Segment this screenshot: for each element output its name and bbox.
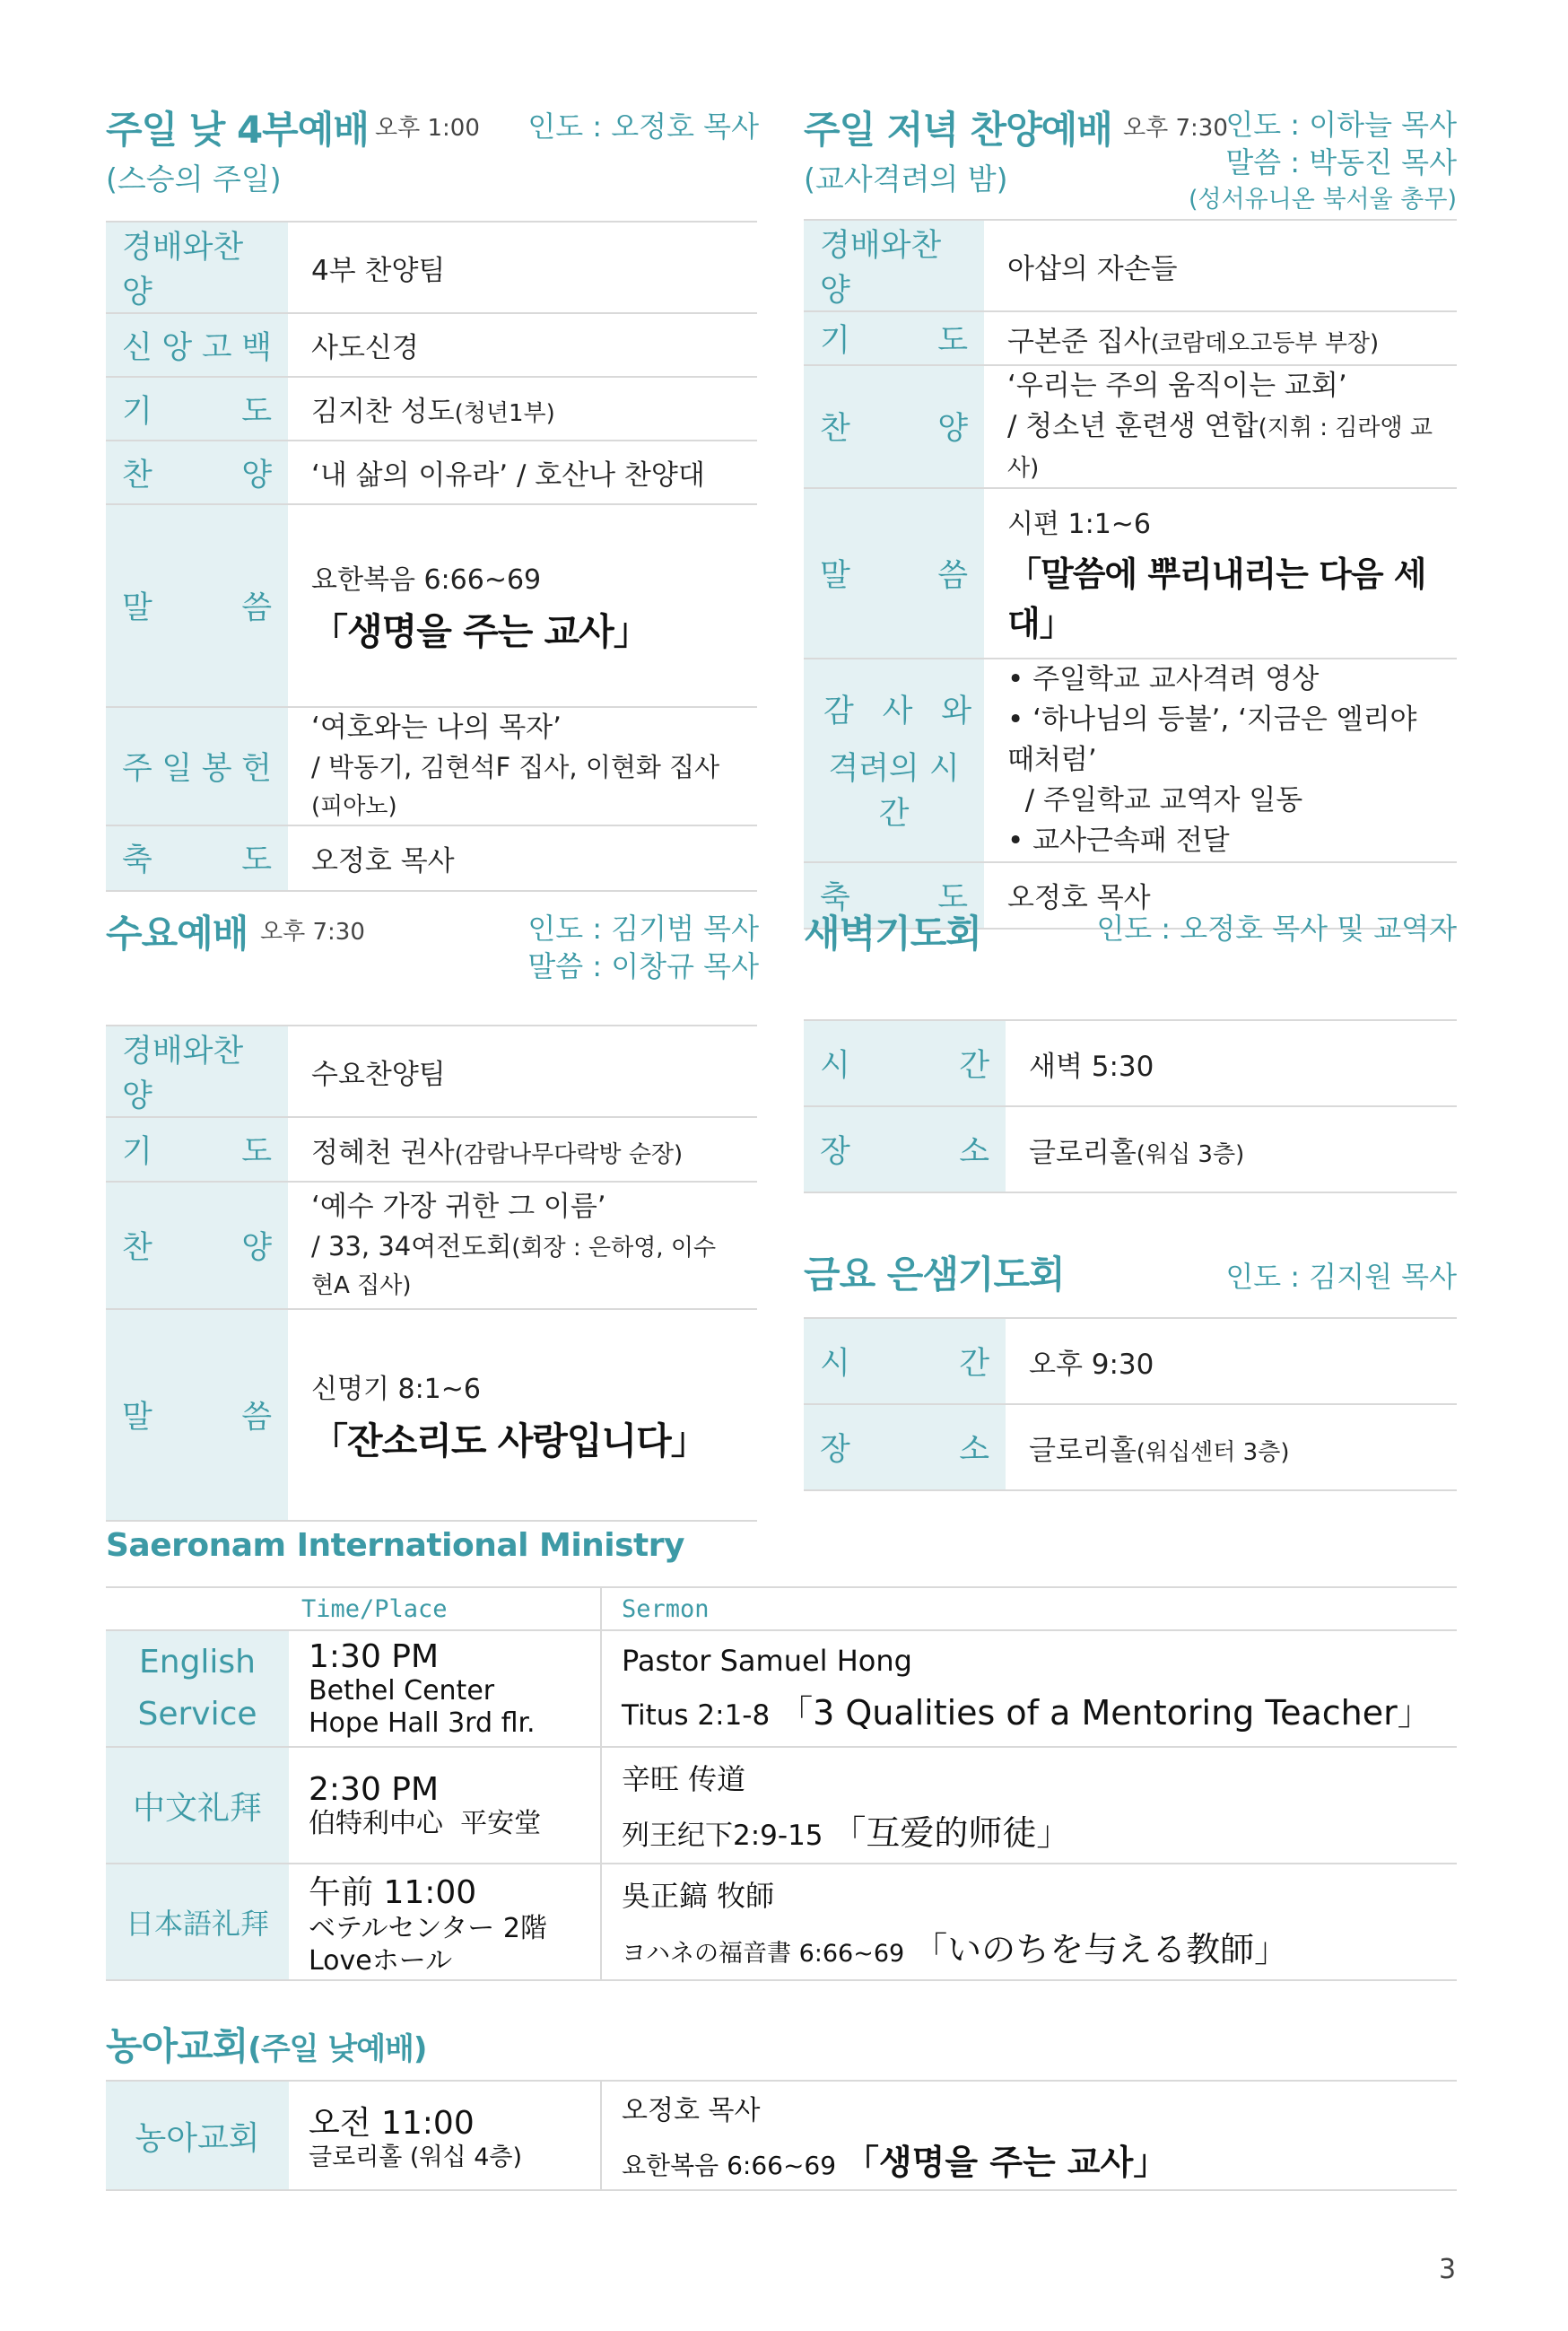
evening-sermon-title: 「말씀에 뿌리내리는 다음 세대」 bbox=[1007, 554, 1426, 643]
sunday4-offering-label: 주 일 봉 헌 bbox=[106, 707, 289, 825]
wednesday-speaker: 말씀 : 이창규 목사 bbox=[527, 949, 759, 983]
evening-order-table bbox=[804, 219, 1457, 930]
wednesday-leader: 인도 : 김기범 목사 bbox=[527, 912, 759, 946]
sunday4-bless: 오정호 목사 bbox=[289, 825, 757, 891]
wednesday-prayer-label: 기 도 bbox=[106, 1117, 289, 1182]
friday-title: 금요 은샘기도회 bbox=[804, 1253, 1065, 1296]
intl-english-sermon: Pastor Samuel Hong Titus 2:1-8 「3 Qualities of a Mentoring Teacher」 bbox=[601, 1630, 1457, 1747]
dawn-time: 새벽 5:30 bbox=[1006, 1020, 1457, 1106]
sunday4-bless-label: 축 도 bbox=[106, 825, 289, 891]
dawn-table bbox=[804, 1019, 1457, 1193]
wednesday-word bbox=[289, 1309, 757, 1521]
sunday4-offering: ‘여호와는 나의 목자’ / 박동기, 김현석F 집사, 이현화 집사(피아노) bbox=[289, 707, 757, 825]
friday-time-label: 시 간 bbox=[804, 1318, 1006, 1404]
sunday4-word-ref: 요한복음 6:66~69 bbox=[311, 563, 542, 596]
intl-english-label: English Service bbox=[106, 1630, 289, 1747]
wednesday-time: 오후 7:30 bbox=[260, 919, 365, 946]
evening-worship: 아삽의 자손들 bbox=[985, 220, 1457, 311]
sunday4-praise-label: 찬 양 bbox=[106, 441, 289, 504]
evening-time: 오후 7:30 bbox=[1123, 115, 1228, 142]
intl-table bbox=[106, 1586, 1457, 1981]
sunday4-time: 오후 1:00 bbox=[375, 115, 480, 142]
intl-row-chinese bbox=[106, 1747, 1457, 1864]
intl-chinese-sermon: 辛旺 传道 列王纪下2:9-15 「互爱的师徒」 bbox=[601, 1747, 1457, 1864]
evening-title: 주일 저녁 찬양예배 bbox=[804, 108, 1112, 152]
deaf-title: 농아교회(주일 낮예배) bbox=[106, 2024, 427, 2068]
friday-leader: 인도 : 김지원 목사 bbox=[1225, 1260, 1457, 1294]
sunday4-worship-label: 경배와찬양 bbox=[106, 222, 289, 313]
dawn-place: 글로리홀(워십 3층) bbox=[1006, 1106, 1457, 1192]
sunday4-prayer: 김지찬 성도(청년1부) bbox=[289, 377, 757, 441]
sunday4-word-label: 말 씀 bbox=[106, 504, 289, 707]
evening-word bbox=[985, 488, 1457, 659]
dawn-title: 새벽기도회 bbox=[804, 912, 981, 956]
deaf-time: 오전 11:00 글로리홀 (워십 4층) bbox=[289, 2081, 601, 2190]
dawn-leader: 인도 : 오정호 목사 및 교역자 bbox=[1096, 912, 1457, 946]
evening-subtitle: (교사격려의 밤) bbox=[804, 162, 1008, 196]
page-number: 3 bbox=[1439, 2254, 1457, 2285]
sunday4-order-table bbox=[106, 221, 757, 892]
evening-speaker: 말씀 : 박동진 목사 bbox=[1225, 145, 1457, 179]
dawn-time-label: 시 간 bbox=[804, 1020, 1006, 1106]
evening-prayer-label: 기 도 bbox=[804, 311, 985, 365]
deaf-sermon: 오정호 목사 요한복음 6:66~69 「생명을 주는 교사」 bbox=[601, 2081, 1457, 2190]
friday-place-label: 장 소 bbox=[804, 1404, 1006, 1490]
sunday4-word bbox=[289, 504, 757, 707]
evening-praise-label: 찬 양 bbox=[804, 365, 985, 488]
sunday4-leader: 인도 : 오정호 목사 bbox=[527, 109, 759, 144]
evening-bless-label: 축 도 bbox=[804, 862, 985, 929]
intl-header-sermon: Sermon bbox=[601, 1587, 1457, 1630]
evening-praise: ‘우리는 주의 움직이는 교회’ / 청소년 훈련생 연합(지휘 : 김라앵 교사) bbox=[985, 365, 1457, 488]
evening-thanks-label: 감 사 와 격려의 시간 bbox=[804, 659, 985, 862]
evening-prayer: 구본준 집사(코람데오고등부 부장) bbox=[985, 311, 1457, 365]
intl-header-time: Time/Place bbox=[289, 1587, 601, 1630]
intl-japanese-time: 午前 11:00 ベテルセンター 2階 Loveホール bbox=[289, 1864, 601, 1980]
evening-worship-label: 경배와찬양 bbox=[804, 220, 985, 311]
friday-place: 글로리홀(워십센터 3층) bbox=[1006, 1404, 1457, 1490]
intl-english-time: 1:30 PM Bethel Center Hope Hall 3rd flr. bbox=[289, 1630, 601, 1747]
sunday4-subtitle: (스승의 주일) bbox=[106, 162, 282, 196]
evening-bless: 오정호 목사 bbox=[985, 862, 1457, 929]
wednesday-worship: 수요찬양팀 bbox=[289, 1026, 757, 1117]
sunday4-creed: 사도신경 bbox=[289, 313, 757, 377]
sunday4-worship: 4부 찬양팀 bbox=[289, 222, 757, 313]
wednesday-title: 수요예배 bbox=[106, 912, 248, 956]
intl-row-english bbox=[106, 1630, 1457, 1747]
sunday4-creed-label: 신 앙 고 백 bbox=[106, 313, 289, 377]
deaf-table bbox=[106, 2080, 1457, 2191]
wednesday-worship-label: 경배와찬양 bbox=[106, 1026, 289, 1117]
dawn-place-label: 장 소 bbox=[804, 1106, 1006, 1192]
intl-title: Saeronam International Ministry bbox=[106, 1527, 684, 1564]
wednesday-sermon-title: 「잔소리도 사랑입니다」 bbox=[311, 1419, 707, 1462]
evening-speaker-note: (성서유니온 북서울 총무) bbox=[1188, 186, 1457, 214]
evening-leader: 인도 : 이하늘 목사 bbox=[1225, 108, 1457, 142]
evening-word-label: 말 씀 bbox=[804, 488, 985, 659]
evening-word-ref: 시편 1:1~6 bbox=[1007, 508, 1152, 540]
wednesday-praise: ‘예수 가장 귀한 그 이름’ / 33, 34여전도회(회장 : 은하영, 이수현A 집사) bbox=[289, 1182, 757, 1309]
wednesday-order-table bbox=[106, 1025, 757, 1522]
sunday4-prayer-label: 기 도 bbox=[106, 377, 289, 441]
friday-table bbox=[804, 1317, 1457, 1491]
intl-japanese-sermon: 吳正鎬 牧師 ヨハネの福音書 6:66~69 「いのちを与える教師」 bbox=[601, 1864, 1457, 1980]
sunday4-sermon-title: 「생명을 주는 교사」 bbox=[311, 609, 649, 653]
deaf-label: 농아교회 bbox=[106, 2081, 289, 2190]
intl-row-japanese bbox=[106, 1864, 1457, 1980]
intl-japanese-label: 日本語礼拜 bbox=[106, 1864, 289, 1980]
friday-time: 오후 9:30 bbox=[1006, 1318, 1457, 1404]
wednesday-prayer: 정혜천 권사(감람나무다락방 순장) bbox=[289, 1117, 757, 1182]
evening-thanks: • 주일학교 교사격려 영상 • ‘하나님의 등불’, ‘지금은 엘리야 때처럼’ / 주일학교 교역자 일동 • 교사근속패 전달 bbox=[985, 659, 1457, 862]
intl-chinese-label: 中文礼拜 bbox=[106, 1747, 289, 1864]
sunday4-praise: ‘내 삶의 이유라’ / 호산나 찬양대 bbox=[289, 441, 757, 504]
wednesday-word-label: 말 씀 bbox=[106, 1309, 289, 1521]
sunday4-title: 주일 낮 4부예배 bbox=[106, 108, 369, 152]
intl-chinese-time: 2:30 PM 伯特利中心 平安堂 bbox=[289, 1747, 601, 1864]
wednesday-praise-label: 찬 양 bbox=[106, 1182, 289, 1309]
wednesday-word-ref: 신명기 8:1~6 bbox=[311, 1373, 481, 1405]
